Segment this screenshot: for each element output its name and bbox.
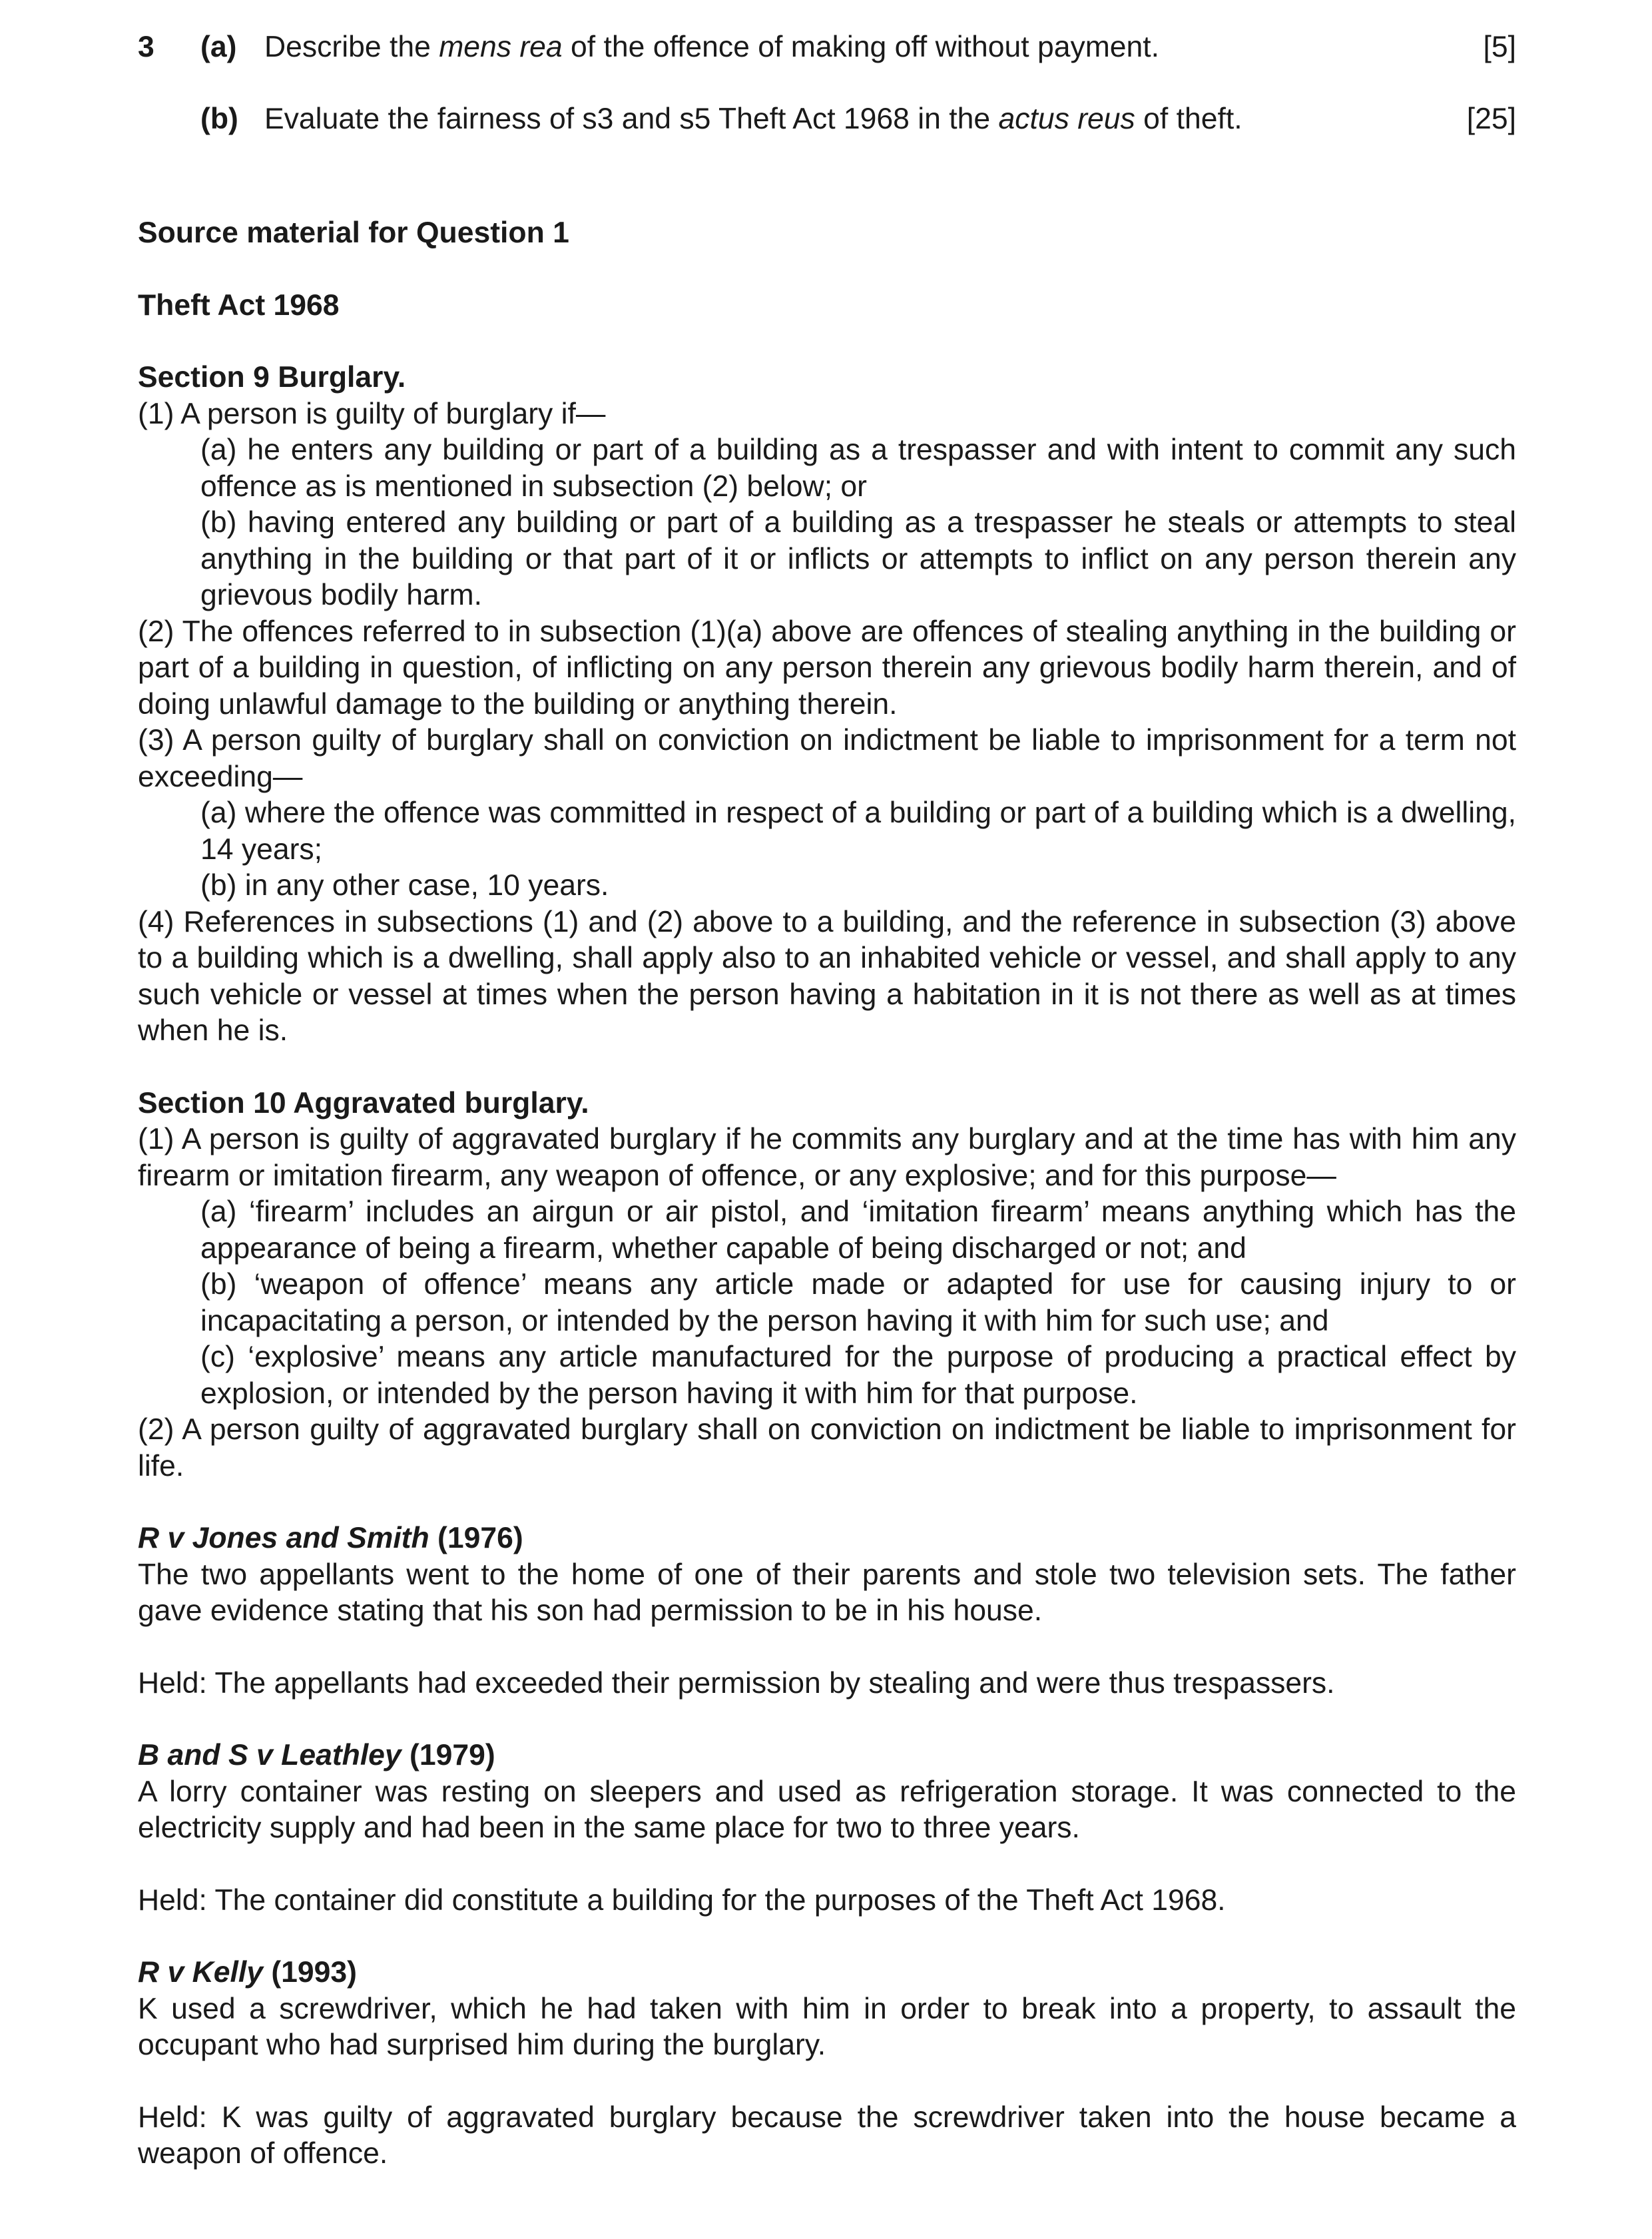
part-label: (a) bbox=[200, 31, 237, 63]
paragraph: (c) ‘explosive’ means any article manufactured for the purpose of producing a practical effect by explosion, or intended by the person having it with him for that purpose. bbox=[200, 1341, 1516, 1410]
subsection: (1) A person is guilty of aggravated burglary if he commits any burglary and at the time has with him any firearm or imitation firearm, any weapon of offence, or any explosive; and for this purpose— bbox=[138, 1123, 1516, 1192]
case-held: Held: The container did constitute a building for the purposes of the Theft Act 1968. bbox=[138, 1883, 1226, 1917]
paragraph: (b) having entered any building or part of a building as a trespasser he steals or attempts to steal anything in the building or that part of it or inflicts or attempts to inflict on any person therein any grievous bodily harm. bbox=[200, 506, 1516, 611]
case-held: Held: K was guilty of aggravated burglary because the screwdriver taken into the house became a weapon of offence. bbox=[138, 2100, 1516, 2170]
subsection: (2) The offences referred to in subsection (1)(a) above are offences of stealing anything in the building or part of a building in question, of inflicting on any person therein any grievous bodily harm therein, and of doing unlawful damage to the building or anything therein. bbox=[138, 615, 1516, 721]
case-leathley bbox=[138, 1738, 1516, 1919]
paragraph: (a) where the offence was committed in respect of a building or part of a building which is a dwelling, 14 years; bbox=[200, 797, 1516, 866]
section-heading: Section 9 Burglary. bbox=[138, 361, 406, 394]
paragraph: (a) ‘firearm’ includes an airgun or air pistol, and ‘imitation firearm’ means anything which has the appearance of being a firearm, whether capable of being discharged or not; and bbox=[200, 1195, 1516, 1265]
case-facts: The two appellants went to the home of one of their parents and stole two television sets. The father gave evidence stating that his son had permission to be in his house. bbox=[138, 1558, 1516, 1627]
case-title: B and S v Leathley (1979) bbox=[138, 1739, 495, 1771]
section-10 bbox=[138, 1086, 1516, 1485]
subsection: (2) A person guilty of aggravated burglary shall on conviction on indictment be liable to imprisonment for life. bbox=[138, 1413, 1516, 1482]
question-part-b bbox=[138, 101, 1516, 137]
subsection: (4) References in subsections (1) and (2) above to a building, and the reference in subsection (3) above to a building which is a dwelling, shall apply also to an inhabited vehicle or vessel, and shall apply to any such vehicle or vessel at times when the person having a habitation in it is not there as well as at times when he is. bbox=[138, 905, 1516, 1047]
source-heading: Source material for Question 1 bbox=[138, 216, 569, 249]
paragraph: (b) in any other case, 10 years. bbox=[200, 869, 609, 902]
case-kelly bbox=[138, 1955, 1516, 2172]
question-number: 3 bbox=[138, 31, 154, 63]
case-jones-smith bbox=[138, 1520, 1516, 1702]
question-text: Evaluate the fairness of s3 and s5 Theft Act 1968 in the actus reus of theft. bbox=[264, 103, 1242, 135]
case-title: R v Kelly (1993) bbox=[138, 1956, 357, 1989]
section-heading: Section 10 Aggravated burglary. bbox=[138, 1086, 589, 1120]
case-facts: K used a screwdriver, which he had taken with him in order to break into a property, to assault the occupant who had surprised him during the burglary. bbox=[138, 1992, 1516, 2061]
marks: [5] bbox=[1483, 31, 1516, 63]
part-label: (b) bbox=[200, 103, 238, 135]
question-text: Describe the mens rea of the offence of making off without payment. bbox=[264, 31, 1160, 63]
subsection: (1) A person is guilty of burglary if— bbox=[138, 397, 606, 430]
marks: [25] bbox=[1466, 103, 1516, 135]
paragraph: (b) ‘weapon of offence’ means any article made or adapted for use for causing injury to or incapacitating a person, or intended by the person having it with him for such use; and bbox=[200, 1268, 1516, 1337]
question-part-a bbox=[138, 29, 1516, 65]
case-title: R v Jones and Smith (1976) bbox=[138, 1522, 523, 1554]
section-9 bbox=[138, 360, 1516, 1050]
case-held: Held: The appellants had exceeded their permission by stealing and were thus trespassers. bbox=[138, 1666, 1335, 1700]
case-facts: A lorry container was resting on sleepers and used as refrigeration storage. It was connected to the electricity supply and had been in the same place for two to three years. bbox=[138, 1775, 1516, 1844]
paragraph: (a) he enters any building or part of a building as a trespasser and with intent to commit any such offence as is mentioned in subsection (2) below; or bbox=[200, 434, 1516, 503]
exam-page bbox=[138, 29, 1516, 2172]
subsection: (3) A person guilty of burglary shall on conviction on indictment be liable to imprisonment for a term not exceeding— bbox=[138, 724, 1516, 793]
act-title: Theft Act 1968 bbox=[138, 288, 340, 322]
